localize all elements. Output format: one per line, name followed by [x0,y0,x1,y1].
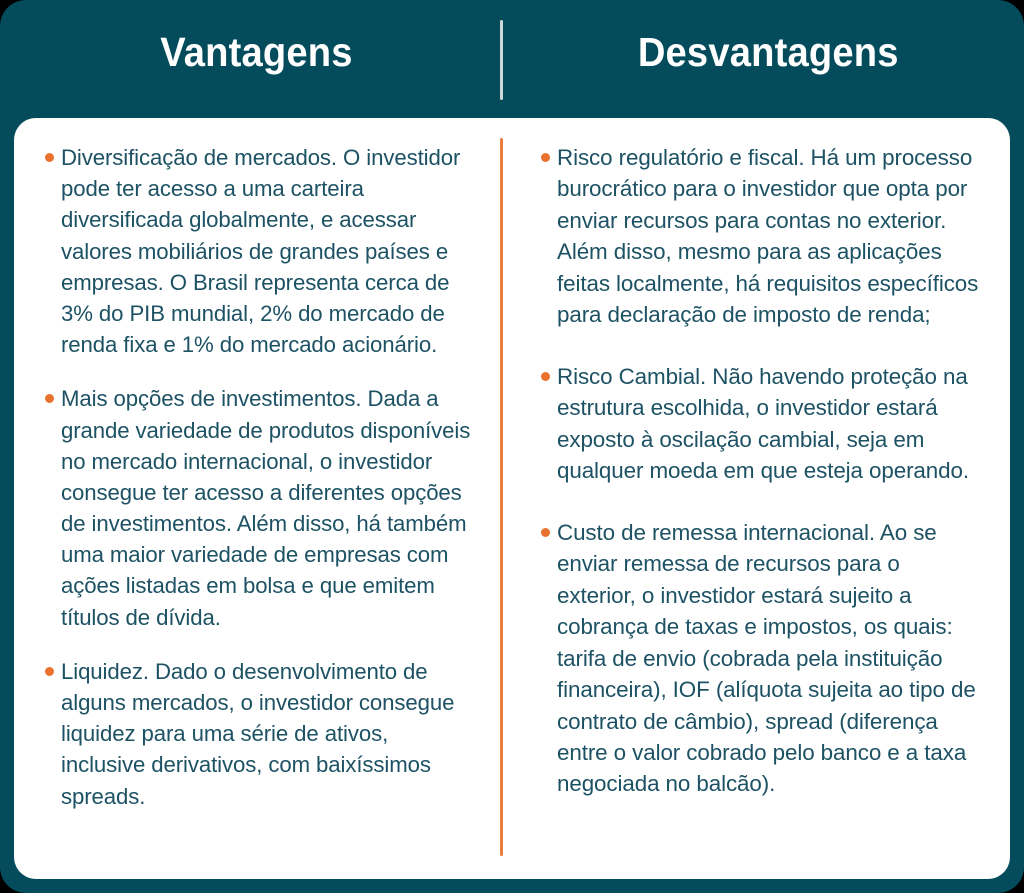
bullet-dot-icon [541,153,550,162]
disadvantages-column [500,118,1010,879]
header-column-disadvantages [512,0,1024,122]
list-item [541,142,982,331]
content-panel [14,118,1010,879]
bullet-dot-icon [45,394,54,403]
list-item [541,517,982,800]
list-item-text: Liquidez. Dado o desenvolvimento de alguns mercados, o investidor consegue liquidez para uma série de ativos, inclusive derivativos, com baixíssimos spreads. [61,658,455,809]
list-item [541,361,982,487]
bullet-dot-icon [45,153,54,162]
advantages-title: Vantagens [159,28,353,75]
bullet-dot-icon [541,372,550,381]
header-column-advantages [0,0,512,122]
list-item-text: Risco Cambial. Não havendo proteção na estrutura escolhida, o investidor estará exposto à oscilação cambial, seja em qualquer moeda em que esteja operando. [557,363,969,484]
advantages-column [14,118,500,879]
list-item-text: Diversificação de mercados. O investidor pode ter acesso a uma carteira diversificada globalmente, e acessar valores mobiliários de grandes países e empresas. O Brasil representa cerca de 3% do PIB mundial, 2% do mercado de renda fixa e 1% do mercado acionário. [61,145,461,358]
bullet-dot-icon [45,667,54,676]
list-item-text: Custo de remessa internacional. Ao se enviar remessa de recursos para o exterior, o investidor estará sujeito a cobrança de taxas e impostos, os quais: tarifa de envio (cobrada pela instituição financeira), IOF (alíquota sujeita ao tipo de contrato de câmbio), spread (diferença entre o valor cobrado pelo banco e a taxa negociada no balcão). [557,519,976,797]
content-columns [14,118,1010,879]
card-header [0,0,1024,122]
disadvantages-title: Desvantagens [637,28,899,75]
list-item-text: Mais opções de investimentos. Dada a grande variedade de produtos disponíveis no mercado internacional, o investidor consegue ter acesso a diferentes opções de investimentos. Além disso, há também uma maior variedade de empresas com ações listadas em bolsa e que emitem títulos de dívida. [61,386,471,630]
list-item [45,142,472,360]
body-vertical-divider [500,138,503,856]
list-item-text: Risco regulatório e fiscal. Há um processo burocrático para o investidor que opta por enviar recursos para contas no exterior. Além disso, mesmo para as aplicações feitas localmente, há requisitos específicos para declaração de imposto de renda; [557,145,979,328]
list-item [45,383,472,633]
list-item [45,656,472,812]
header-vertical-divider [500,20,503,100]
bullet-dot-icon [541,528,550,537]
